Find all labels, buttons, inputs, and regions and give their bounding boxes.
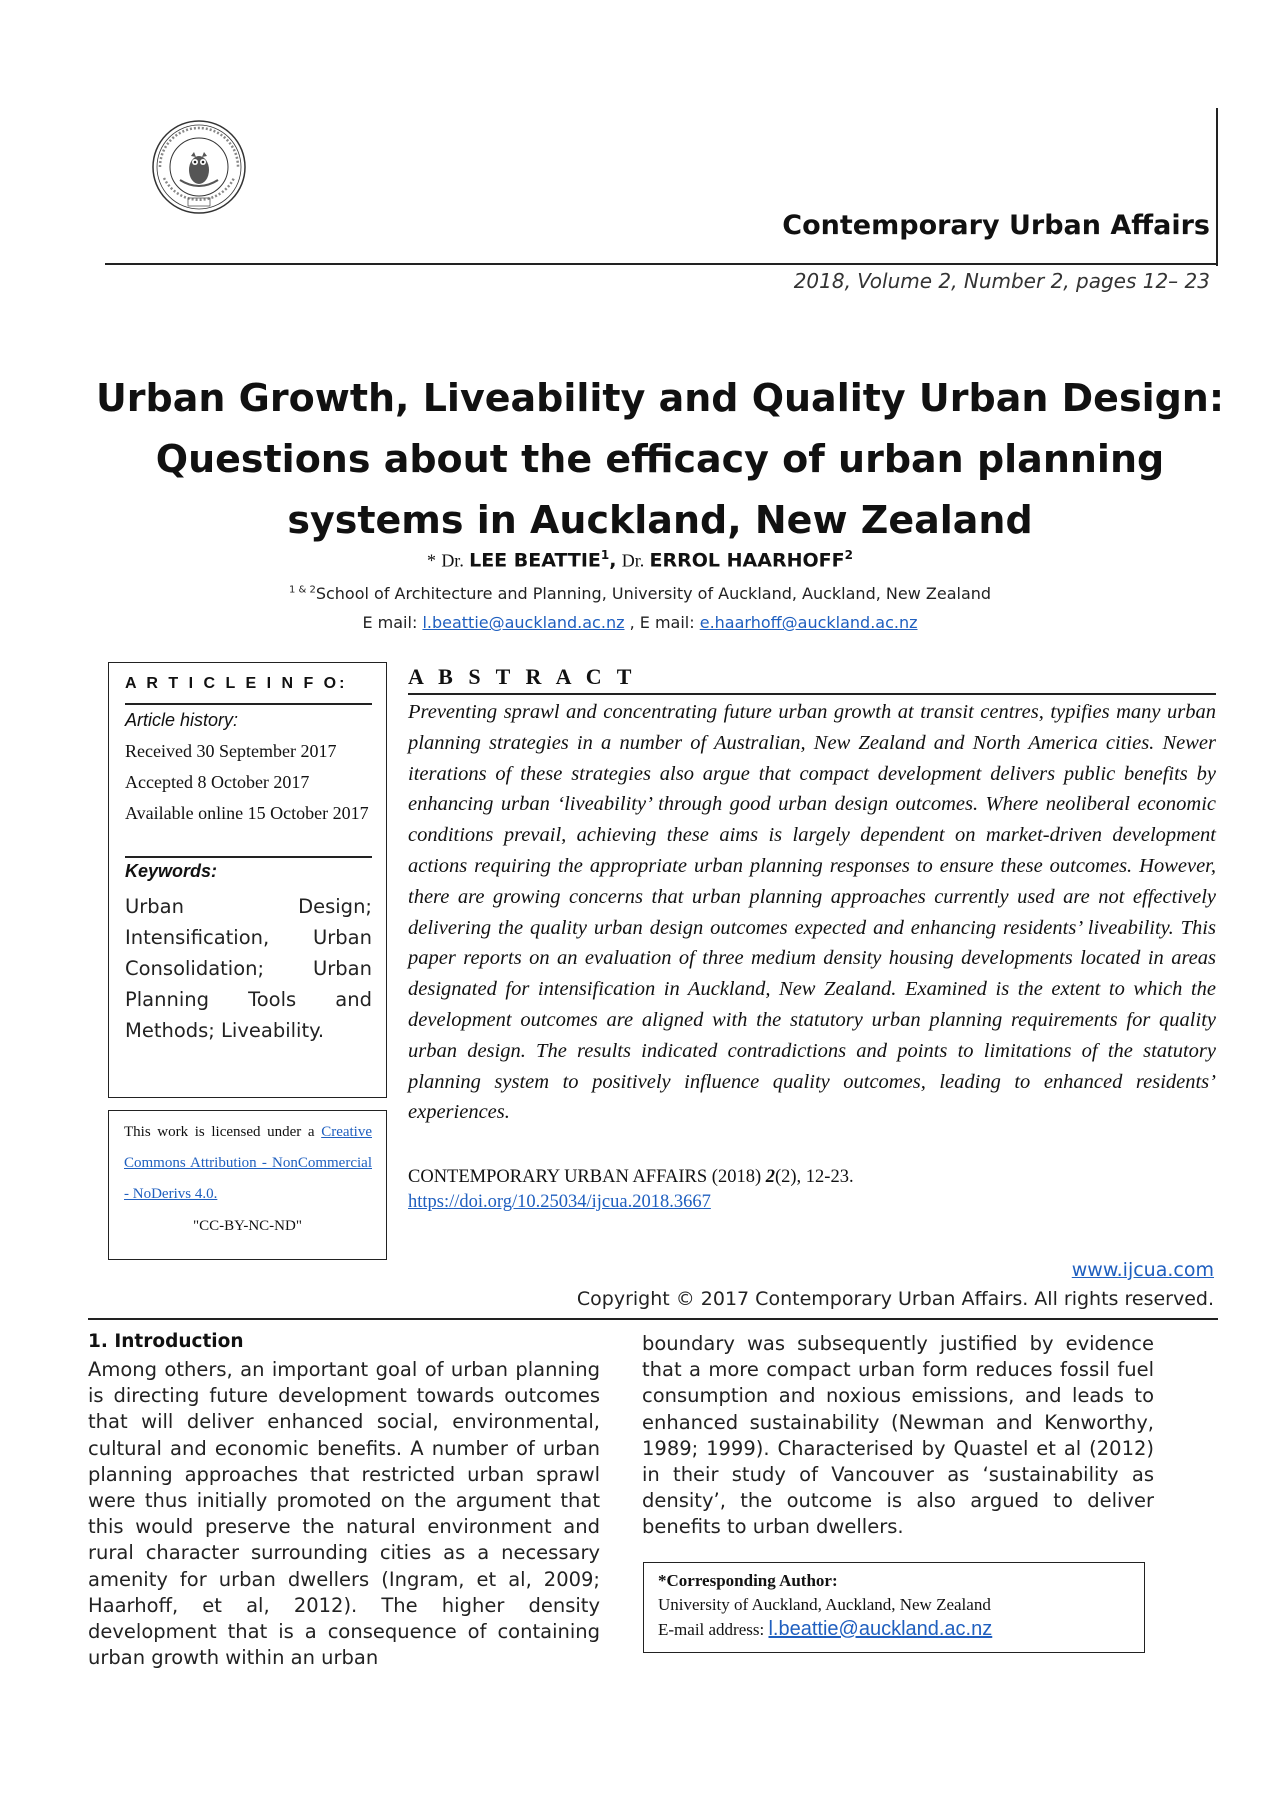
- corresponding-email-label: E-mail address:: [658, 1620, 765, 1639]
- affiliation-superscript: 1 & 2: [288, 584, 316, 596]
- article-history-label: Article history:: [125, 710, 239, 730]
- email-label: , E mail:: [629, 613, 695, 632]
- header-vertical-rule: [1216, 108, 1218, 266]
- issue-line: 2018, Volume 2, Number 2, pages 12– 23: [793, 269, 1210, 293]
- corresponding-institution: University of Auckland, Auckland, New Zealand: [658, 1595, 991, 1614]
- author-separator: ,: [609, 549, 617, 572]
- citation-prefix: CONTEMPORARY URBAN AFFAIRS (2018): [408, 1167, 762, 1187]
- author-line: [0, 548, 1280, 572]
- received-date: Received 30 September 2017: [125, 741, 337, 761]
- journal-name: Contemporary Urban Affairs: [782, 210, 1210, 241]
- abstract-body: Preventing sprawl and concentrating future urban growth at transit centres, typifies many urban planning strategies in a number of Australian, New Zealand and North America cities. Newer iterations of these strategies also argue that compact development delivers public benefits by enhancing urban ‘liveability’ through good urban design outcomes. Where neoliberal economic conditions prevail, achieving these aims is largely dependent on market-driven development actions requiring the appropriate urban planning responses to ensure these outcomes. However, there are growing concerns that urban planning approaches currently used are not effectively delivering the quality urban design outcomes expected and enhancing residents’ liveability. This paper reports on an evaluation of three medium density housing developments located in areas designated for intensification in Auckland, New Zealand. Examined is the extent to which the development outcomes are aligned with the statutory urban planning requirements for quality urban design. The results indicated contradictions and points to limitations of the statutory planning system to positively influence quality outcomes, leading to enhanced residents’ experiences.: [408, 701, 1216, 1124]
- abstract-heading: A B S T R A C T: [408, 664, 637, 689]
- abstract-rule: [408, 693, 1216, 695]
- paper-title: [90, 368, 1230, 551]
- introduction-right-column: boundary was subsequently justified by evidence that a more compact urban form reduces fossil fuel consumption and noxious emissions, and leads to enhanced sustainability (Newman and Kenworthy, 1989; 1999). Characterised by Quastel et al (2012) in their study of Vancouver as ‘sustainability as density’, the outcome is also argued to deliver benefits to urban dwellers.: [642, 1332, 1154, 1539]
- author-name: ERROL HAARHOFF: [649, 549, 845, 572]
- email-link-beattie[interactable]: l.beattie@auckland.ac.nz: [422, 613, 625, 632]
- article-info-heading: A R T I C L E I N F O:: [125, 675, 348, 692]
- header-rule: [105, 263, 1218, 265]
- available-date: Available online 15 October 2017: [125, 803, 369, 823]
- article-info-box: [108, 662, 387, 1098]
- website-link[interactable]: www.ijcua.com: [1071, 1259, 1214, 1281]
- keywords-label: Keywords:: [125, 861, 218, 881]
- author-prefix: Dr.: [621, 550, 645, 571]
- email-label: E mail:: [362, 613, 418, 632]
- keywords-list: Urban Design; Intensification, Urban Consolidation; Urban Planning Tools and Methods; Liveability.: [125, 895, 372, 1042]
- doi-link[interactable]: https://doi.org/10.25034/ijcua.2018.3667: [408, 1192, 711, 1212]
- license-intro: This work is licensed under a: [124, 1124, 315, 1140]
- license-code: "CC-BY-NC-ND": [193, 1218, 302, 1234]
- title-line: Urban Growth, Liveability and Quality Urban Design:: [95, 376, 1225, 420]
- email-link-haarhoff[interactable]: e.haarhoff@auckland.ac.nz: [699, 613, 918, 632]
- title-line: systems in Auckland, New Zealand: [287, 498, 1033, 542]
- corresponding-email-link[interactable]: l.beattie@auckland.ac.nz: [768, 1618, 993, 1640]
- corresponding-author-label: *Corresponding Author:: [658, 1571, 838, 1590]
- author-emails: [0, 613, 1280, 632]
- citation-suffix: (2), 12-23.: [774, 1167, 854, 1187]
- license-box: [108, 1110, 387, 1260]
- corresponding-author-box: [643, 1562, 1145, 1653]
- license-text: [124, 1117, 372, 1210]
- citation-volume: 2: [765, 1167, 775, 1187]
- info-rule: [125, 703, 372, 705]
- author-name: LEE BEATTIE: [469, 549, 601, 572]
- journal-seal-icon: [150, 118, 248, 216]
- license-link[interactable]: Creative Commons Attribution - NonCommercial - NoDerivs 4.0.: [124, 1124, 372, 1202]
- corresponding-email-row: [658, 1617, 992, 1642]
- author-superscript: 2: [844, 548, 853, 562]
- accepted-date: Accepted 8 October 2017: [125, 772, 310, 792]
- introduction-heading: 1. Introduction: [88, 1331, 244, 1352]
- author-superscript: 1: [600, 548, 610, 562]
- author-prefix: Dr.: [441, 550, 464, 571]
- copyright-notice: Copyright © 2017 Contemporary Urban Affairs. All rights reserved.: [576, 1288, 1214, 1310]
- section-rule: [88, 1318, 1218, 1320]
- info-rule: [125, 856, 372, 858]
- affiliation-text: School of Architecture and Planning, University of Auckland, Auckland, New Zealand: [315, 584, 992, 603]
- affiliation: [0, 584, 1280, 603]
- introduction-left-column: Among others, an important goal of urban planning is directing future development towards outcomes that will deliver enhanced social, environmental, cultural and economic benefits. A number of urban planning approaches that restricted urban sprawl were thus initially promoted on the argument that this would preserve the natural environment and rural character surrounding cities as a necessary amenity for urban dwellers (Ingram, et al, 2009; Haarhoff, et al, 2012). The higher density development that is a consequence of containing urban growth within an urban: [88, 1358, 600, 1670]
- author-asterisk: *: [427, 550, 437, 571]
- citation: [408, 1162, 1216, 1192]
- title-line: Questions about the efficacy of urban planning: [155, 437, 1165, 481]
